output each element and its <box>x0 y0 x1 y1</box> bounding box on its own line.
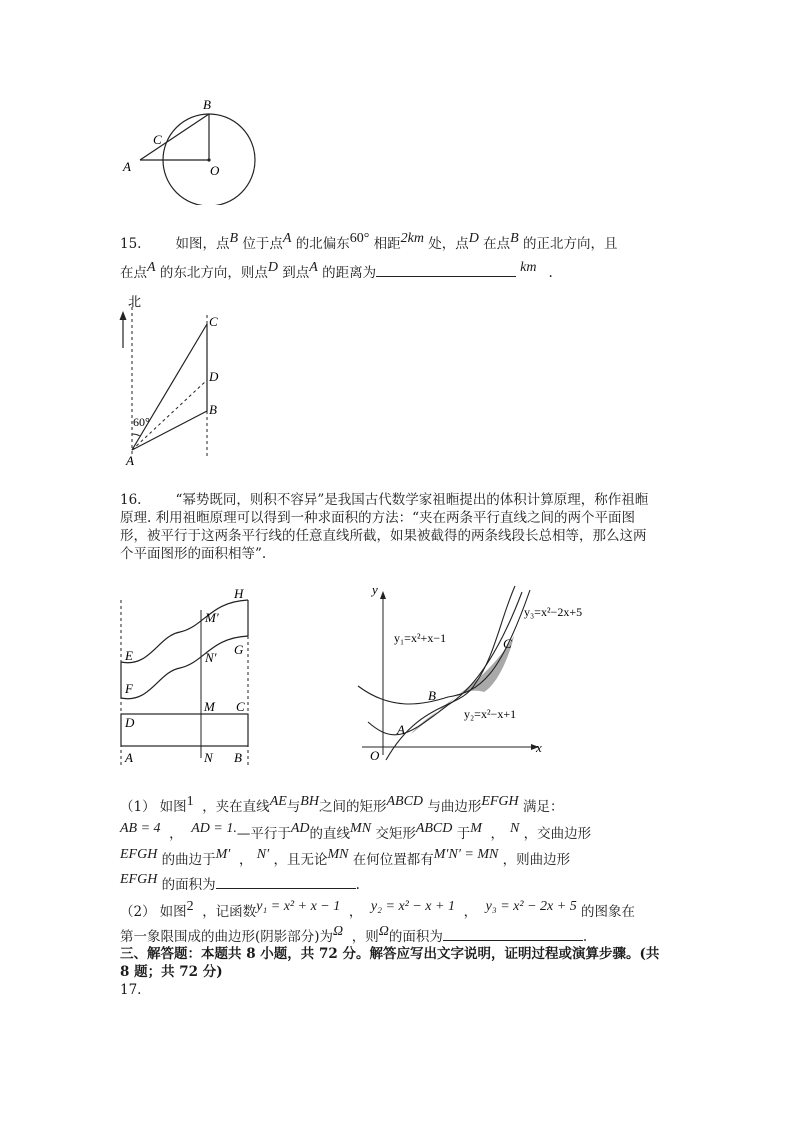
math-EFGH: EFGH <box>120 872 158 887</box>
label-B: B <box>234 750 242 765</box>
part2-paren: (阴影部分) <box>255 929 320 945</box>
axis-y-label: y <box>372 582 378 597</box>
math-function-y2: y₂ = x² − x + 1 <box>370 899 455 914</box>
math-ABCD: ABCD <box>415 821 453 836</box>
label-y1: y₁=x²+x−1 <box>394 631 447 645</box>
q15-line1 <box>120 231 618 254</box>
part1-text: ，交曲边形 <box>523 826 592 842</box>
q15-text: 的距离为 <box>322 265 377 281</box>
math-A: A <box>282 231 292 246</box>
math-function-y1: y₁ = x² + x − 1 <box>256 899 341 914</box>
part2-text: 第一象限围成的曲边形 <box>120 929 255 945</box>
part1-comma: ， <box>490 826 504 842</box>
label-C: C <box>236 699 245 714</box>
part2-period: . <box>582 929 588 945</box>
north-arrow-head <box>120 311 127 320</box>
q16-line4: 个平面图形的面积相等”. <box>120 546 267 562</box>
math-AB: AB = 4 <box>120 821 161 836</box>
part1-text: 与曲边形 <box>427 799 482 815</box>
angle-arc <box>132 434 140 436</box>
label-N-prime: N′ <box>205 650 217 665</box>
math-M-prime: M′ <box>215 847 231 862</box>
q15-text: 位于点 <box>242 236 283 252</box>
angle-label: 60° <box>133 415 150 429</box>
q15-text: 的正北方向，且 <box>523 236 618 252</box>
label-C: C <box>153 132 162 147</box>
math-unit: km <box>520 260 537 275</box>
label-A: A <box>123 159 131 174</box>
math-AD: AD = 1. <box>191 821 237 836</box>
circle-figure <box>115 95 265 205</box>
part2-text: 的面积为 <box>388 929 443 945</box>
label-B: B <box>428 688 436 703</box>
math-B: B <box>229 231 239 246</box>
q15-text: 如图，点 <box>175 236 230 252</box>
label-y3: y₃=x²−2x+5 <box>524 605 583 619</box>
part2-text: 的图象在 <box>581 904 636 920</box>
math-MN: MN <box>327 847 349 862</box>
curve-FG <box>121 636 248 699</box>
part2-text: ，则 <box>351 929 379 945</box>
label-A: A <box>125 750 133 765</box>
part2-line1: （2） 如图2 ，记函数y₁ = x² + x − 1 ， y₂ = x² − x + 1 ， y₃ = x² − 2x + 5 的图象在 <box>120 899 636 920</box>
math-A: A <box>147 260 156 275</box>
label-F: F <box>125 681 133 696</box>
math-AE: AE <box>269 794 287 809</box>
part1-period: . <box>355 877 360 893</box>
q15-text: 在点 <box>120 265 147 281</box>
math-EFGH: EFGH <box>481 794 519 809</box>
label-G: G <box>234 642 244 657</box>
answer-blank[interactable] <box>443 928 583 941</box>
q15-number: 15. <box>120 236 142 252</box>
part1-text: 如图 <box>159 799 187 815</box>
part1-text: 的面积为 <box>161 877 216 893</box>
q16-line1 <box>120 492 648 508</box>
curve-EH <box>121 600 248 663</box>
math-N-prime: N′ <box>256 847 270 862</box>
math-BH: BH <box>300 794 319 809</box>
part2-line2 <box>120 924 588 947</box>
part1-line3 <box>120 847 571 870</box>
label-A: A <box>397 722 405 737</box>
q16-number: 16. <box>120 492 142 508</box>
part1-text: ，夹在直线 <box>202 799 270 815</box>
part1-line2 <box>120 821 592 844</box>
label-D: D <box>125 715 135 730</box>
math-fig-number: 2 <box>186 899 194 914</box>
math-D: D <box>267 260 278 275</box>
figure-1 <box>110 580 260 770</box>
math-AD: AD <box>290 821 310 836</box>
part1-text: 在何位置都有 <box>352 852 434 868</box>
part1-text: 之间的矩形 <box>318 799 387 815</box>
label-C: C <box>209 314 218 329</box>
part1-line1 <box>120 794 564 817</box>
part1-text: ，则曲边形 <box>502 852 571 868</box>
segment-AB <box>140 114 209 160</box>
label-M-prime: M′ <box>205 610 219 625</box>
part1-comma: ， <box>169 826 183 842</box>
q16-line3: 形，被平行于这两条平行线的任意直线所截，如果被截得的两条线段长总相等，那么这两 <box>120 528 647 544</box>
math-M: M <box>470 821 482 836</box>
part1-text: —平行于 <box>236 826 291 842</box>
section3-heading-line2: 8 题；共 72 分) <box>120 964 223 980</box>
q15-text: 处，点 <box>428 236 469 252</box>
part2-text: ，记函数 <box>202 904 257 920</box>
part1-number: （1） <box>120 799 156 815</box>
part1-text: 于 <box>456 826 471 842</box>
q15-line2 <box>120 260 553 283</box>
math-EFGH: EFGH <box>120 847 158 862</box>
part1-text: 与 <box>286 799 301 815</box>
label-B: B <box>209 402 217 417</box>
label-O: O <box>210 163 220 178</box>
math-omega: Ω <box>333 924 344 939</box>
section3-heading-line1: 三、解答题：本题共 8 小题，共 72 分。解答应写出文字说明，证明过程或演算步骤。(共 <box>120 946 660 962</box>
part1-text: 满足： <box>522 799 564 815</box>
math-fig-number: 1 <box>186 794 194 809</box>
math-ABCD: ABCD <box>386 794 424 809</box>
part1-text: 的曲边于 <box>161 852 216 868</box>
part1-line4 <box>120 872 360 895</box>
part1-text: 的直线 <box>309 826 351 842</box>
label-D: D <box>209 369 219 384</box>
label-C: C <box>503 636 512 651</box>
rectangle-ABCD <box>121 714 248 746</box>
q15-period: . <box>548 265 553 281</box>
q15-text: 的北偏东 <box>295 236 350 252</box>
math-A: A <box>309 260 318 275</box>
math-function-y3: y₃ = x² − 2x + 5 <box>485 899 577 914</box>
math-D: D <box>468 231 479 246</box>
answer-blank[interactable] <box>376 264 516 277</box>
north-figure <box>112 293 232 468</box>
q17-number: 17. <box>120 982 142 998</box>
math-angle: 60° <box>349 231 370 246</box>
part2-text: 为 <box>319 929 334 945</box>
label-M: M <box>204 699 215 714</box>
y-axis-arrow <box>380 591 386 599</box>
math-omega: Ω <box>378 924 389 939</box>
part1-text: 交矩形 <box>375 826 416 842</box>
label-H: H <box>234 586 244 601</box>
math-distance: 2km <box>400 231 424 246</box>
q15-text: 在点 <box>483 236 511 252</box>
part2-text: 如图 <box>159 904 187 920</box>
origin-label: O <box>370 748 380 763</box>
point-O <box>207 158 210 161</box>
q15-text: 到点 <box>282 265 310 281</box>
q16-line2: 原理. 利用祖暅原理可以得到一种求面积的方法：“夹在两条平行直线之间的两个平面图 <box>120 510 635 526</box>
figure-2 <box>350 580 620 765</box>
q15-text: 相距 <box>373 236 401 252</box>
math-B: B <box>510 231 519 246</box>
axis-x-label: x <box>536 740 542 755</box>
label-y2: y₂=x²−x+1 <box>464 707 517 721</box>
math-MN: MN <box>350 821 372 836</box>
math-N: N <box>509 821 520 836</box>
q16-text: “幂势既同，则积不容异”是我国古代数学家祖暅提出的体积计算原理，称作祖暅 <box>175 492 649 508</box>
q15-text: 的东北方向，则点 <box>159 265 268 281</box>
part1-comma: ， <box>238 852 253 868</box>
label-B: B <box>203 97 211 112</box>
part2-number: （2） <box>120 904 156 920</box>
answer-blank[interactable] <box>216 876 356 889</box>
label-N: N <box>204 750 213 765</box>
north-label: 北 <box>128 294 142 309</box>
math-equation: M′N′ = MN <box>433 847 499 862</box>
label-A: A <box>126 453 134 468</box>
label-E: E <box>125 648 133 663</box>
part1-text: ，且无论 <box>273 852 328 868</box>
